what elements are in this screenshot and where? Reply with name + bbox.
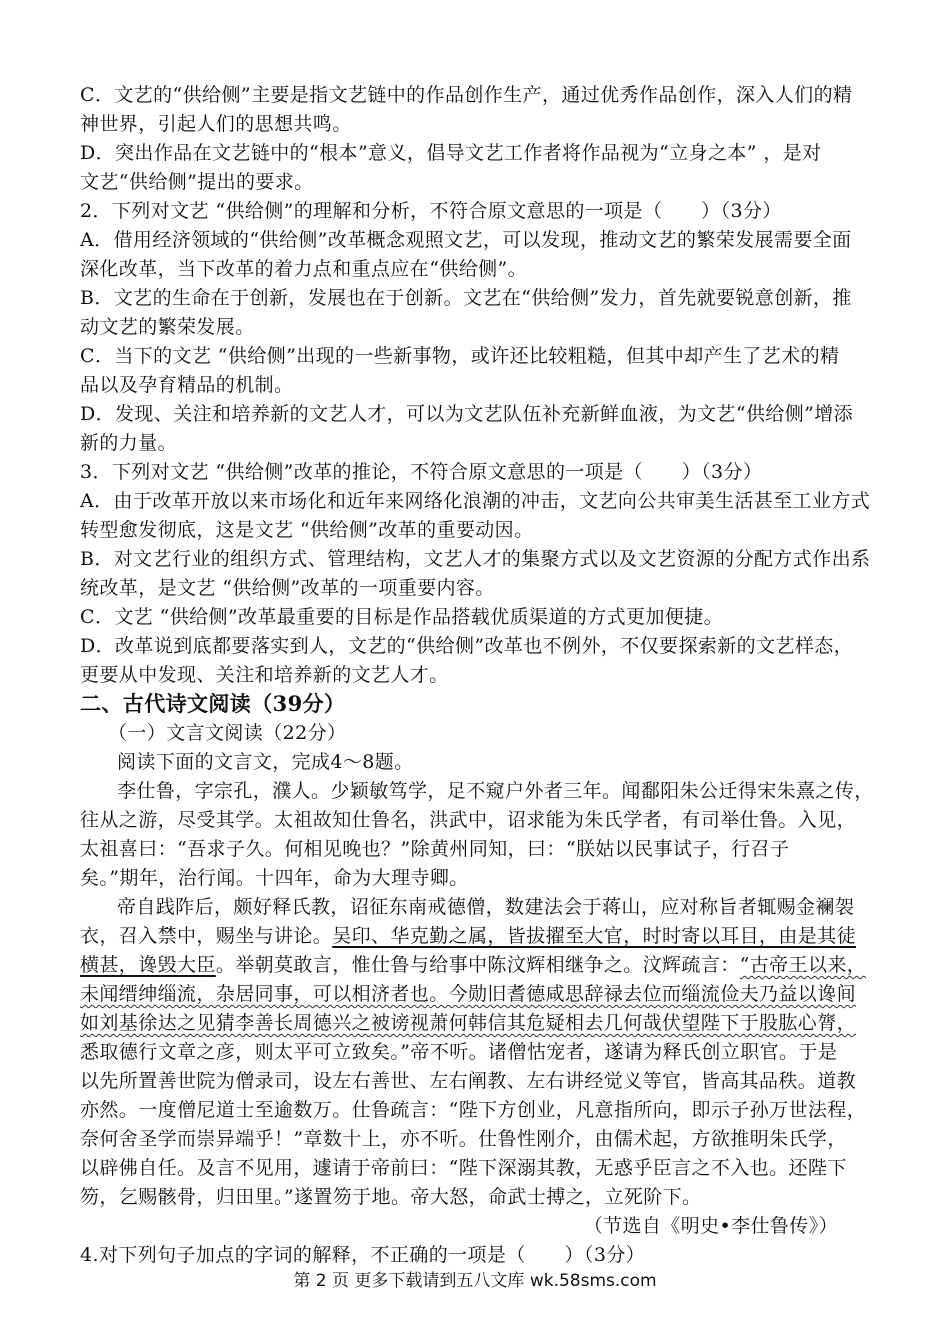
emphasis-dotted-char: 践 <box>155 896 176 918</box>
passage-p2-line3 <box>80 951 880 980</box>
q3-option-b-line2: 统改革，是文艺 “供给侧”改革的一项重要内容。 <box>80 577 495 599</box>
q2-option-c-line2: 品以及孕育精品的机制。 <box>80 374 294 396</box>
q2-option-a-line2: 深化改革，当下改革的着力点和重点应在“供给侧”。 <box>80 258 528 280</box>
passage-p2-line1 <box>117 893 917 922</box>
wavy-underlined-sentence: “古帝王以来， <box>739 954 867 976</box>
reading-instruction: 阅读下面的文言文，完成4～8题。 <box>117 751 414 773</box>
text-run: 帝自 <box>117 896 156 918</box>
underlined-sentence: 横甚，谗毁大臣 <box>80 954 216 976</box>
passage-p2-line4 <box>80 980 880 1009</box>
text-run: 阼后，颇好释氏教，诏征东南戒德僧，数建法会于蒋山，应对称旨者辄赐金襕袈 <box>175 896 855 918</box>
q1-option-c-line1: C．文艺的“供给侧”主要是指文艺链中的作品创作生产，通过优秀作品创作，深入人们的精 <box>80 84 853 106</box>
passage-p2-line7: 以先所置善世院为僧录司，设左右善世、左右阐教、左右讲经觉义等官，皆高其品秩。道教 <box>80 1070 857 1092</box>
text-run: 。举朝莫敢言，惟仕鲁与给事中陈汶辉相继争之。汶辉疏言： <box>215 954 740 976</box>
q3-stem: 3．下列对文艺 “供给侧”改革的推论，不符合原文意思的一项是（ ）（3分） <box>80 461 763 483</box>
section-title: 二、古代诗文阅读（39分） <box>80 691 346 716</box>
q1-option-d-line1: D．突出作品在文艺链中的“根本”意义，倡导文艺工作者将作品视为“立身之本” ，是对 <box>80 142 822 164</box>
q3-option-d-line1: D．改革说到底都要落实到人，文艺的“供给侧”改革也不例外，不仅要探索新的文艺样态， <box>80 635 854 657</box>
passage-p2-line2 <box>80 922 880 951</box>
q3-option-a-line1: A．由于改革开放以来市场化和近年来网络化浪潮的冲击，文艺向公共审美生活甚至工业方式 <box>80 490 871 512</box>
wavy-underlined-text: 。今勋旧耆德咸思辞禄去位而缁流俭夫乃益以谗间 <box>429 983 857 1005</box>
q2-option-a-line1: A．借用经济领域的“供给侧”改革概念观照文艺，可以发现，推动文艺的繁荣发展需要全面 <box>80 229 852 251</box>
q2-option-c-line1: C．当下的文艺 “供给侧”出现的一些新事物，或许还比较粗糙，但其中却产生了艺术的精 <box>80 345 840 367</box>
q1-option-c-line2: 神世界，引起人们的思想共鸣。 <box>80 113 352 135</box>
passage-p2-line6: 悉取德行文章之彦，则太平可立致矣。”帝不听。诸僧怙宠者，遂请为释氏创立职官。于是 <box>80 1041 838 1063</box>
passage-p1-line3: 太祖喜曰：“吾求子久。何相见晚也？”除黄州同知，曰：“朕姑以民事试子，行召子 <box>80 838 790 860</box>
passage-p2-line10: 以辟佛自任。及言不见用，遽请于帝前曰：“陛下深溺其教，无惑乎臣言之不入也。还陛下 <box>80 1157 847 1179</box>
passage-p1-line1: 李仕鲁，字宗孔，濮人。少颖敏笃学，足不窥户外者三年。闻鄱阳朱公迁得宋朱熹之传， <box>117 780 874 802</box>
passage-p2-line11: 笏，乞赐骸骨，归田里。”遂置笏于地。帝大怒，命武士搏之，立死阶下。 <box>80 1186 702 1208</box>
subsection-title: （一）文言文阅读（22分） <box>108 722 347 744</box>
passage-source: （节选自《明史•李仕鲁传》） <box>583 1215 838 1237</box>
q2-option-d-line2: 新的力量。 <box>80 432 178 454</box>
underlined-sentence: 吴印、华克勤之属，皆拔擢至大官，时时寄以耳目，由是其徒 <box>332 925 857 947</box>
passage-p1-line2: 往从之游，尽受其学。太祖故知仕鲁名，洪武中，诏求能为朱氏学者，有司举仕鲁。入见， <box>80 809 857 831</box>
q2-option-d-line1: D．发现、关注和培养新的文艺人才，可以为文艺队伍补充新鲜血液，为文艺“供给侧”增添 <box>80 403 854 425</box>
q3-option-a-line2: 转型愈发彻底，这是文艺 “供给侧”改革的重要动因。 <box>80 519 534 541</box>
q1-option-d-line2: 文艺“供给侧”提出的要求。 <box>80 171 314 193</box>
q3-option-b-line1: B．对文艺行业的组织方式、管理结构，文艺人才的集聚方式以及文艺资源的分配方式作出系 <box>80 548 871 570</box>
text-run: 衣，召入禁中，赐坐与讲论。 <box>80 925 333 947</box>
passage-p2-line8: 亦然。一度僧尼道士至逾数万。仕鲁疏言：“陛下方创业，凡意指所向，即示子孙万世法程， <box>80 1099 867 1121</box>
q2-option-b-line2: 动文艺的繁荣发展。 <box>80 316 255 338</box>
q2-stem: 2．下列对文艺 “供给侧”的理解和分析，不符合原文意思的一项是（ ）（3分） <box>80 200 782 222</box>
q4-stem: 4.对下列句子加点的字词的解释，不正确的一项是（ ）（3分） <box>80 1244 646 1266</box>
q3-option-d-line2: 更要从中发现、关注和培养新的文艺人才。 <box>80 664 449 686</box>
page-footer: 第 2 页 更多下载请到五八文库 wk.58sms.com <box>293 1271 657 1291</box>
passage-p2-line5: 如刘基徐达之见猜李善长周德兴之被谤视萧何韩信其危疑相去几何哉伏望陛下于股肱心膂， <box>80 1012 857 1034</box>
wavy-underlined-sentence: 未闻缙绅缁流，杂居同事，可以相济者也 <box>80 983 430 1005</box>
q3-option-c-line1: C．文艺 “供给侧”改革最重要的目标是作品搭载优质渠道的方式更加便捷。 <box>80 606 724 628</box>
passage-p1-line4: 矣。”期年，治行闻。十四年，命为大理寺卿。 <box>80 867 469 889</box>
q2-option-b-line1: B．文艺的生命在于创新，发展也在于创新。文艺在“供给侧”发力，首先就要锐意创新，推 <box>80 287 852 309</box>
passage-p2-line9: 奈何舍圣学而崇异端乎！”章数十上，亦不听。仕鲁性刚介，由儒术起，方欲推明朱氏学， <box>80 1128 847 1150</box>
